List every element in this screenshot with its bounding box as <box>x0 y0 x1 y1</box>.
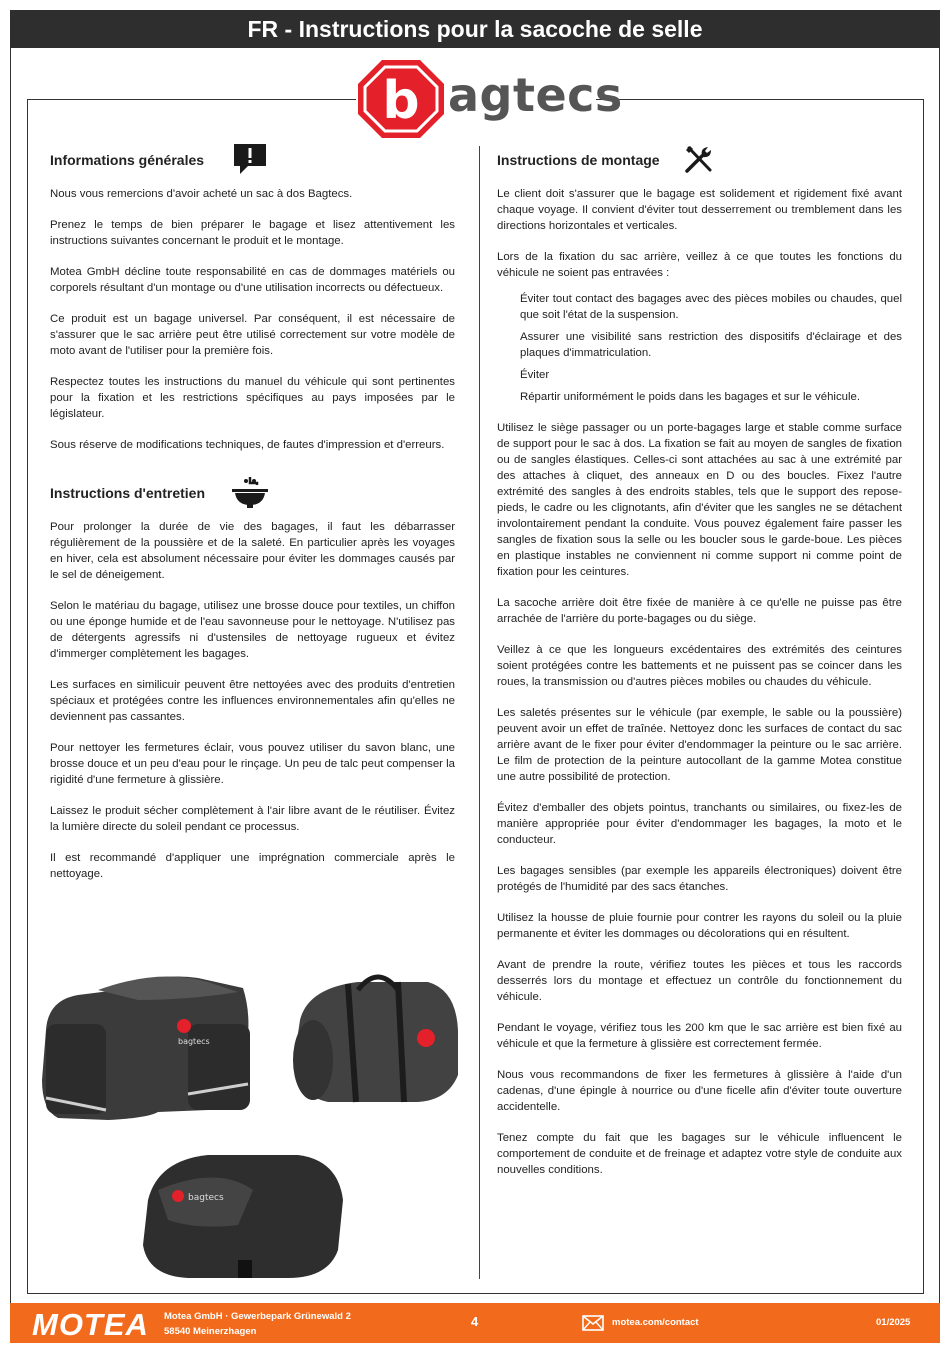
paragraph: Utilisez le siège passager ou un porte-bagages large et stable comme surface de support pour le sac à dos. La fixation se fait au moyen de sangles de fixation ou de sangles élastiques. Celles-ci sont attachées au sac à une extrémité par des attaches à cliquet, des anneaux en D ou des boucles. Fixez l'autre extrémité des sangles à des endroits stables, tels que le support des repose-pieds, le cadre ou les clignotants, afin d'éviter que les sangles ne se détachent involontairement pendant la conduite. Vous pouvez également faire passer les sangles de fixation sous la selle ou les boucler sous le garde-boue. Les pièces en plastique instables ne conviennent ni comme support ni comme point de fixation pour les ceintures. <box>497 422 902 578</box>
paragraph: Évitez d'emballer des objets pointus, tranchants ou similaires, ou fixez-les de manière appropriée pour éviter d'endommager les bagages, la moto et le conducteur. <box>497 802 902 846</box>
paragraph: Pour prolonger la durée de vie des bagages, il faut les débarrasser régulièrement de la poussière et de la saleté. En particulier après les voyages en hiver, cela est absolument nécessaire pour éviter les dommages causés par le sel de déneigement. <box>50 521 455 581</box>
document-date: 01/2025 <box>876 1317 911 1328</box>
paragraph: Prenez le temps de bien préparer le bagage et lisez attentivement les instructions suivantes concernant le produit et le montage. <box>50 219 455 247</box>
paragraph: Nous vous recommandons de fixer les fermetures à glissière à l'aide d'un cadenas, d'une épingle à nourrice ou d'une ficelle afin d'éviter toute ouverture accidentelle. <box>497 1069 902 1113</box>
motea-brand: MOTEA <box>32 1307 149 1342</box>
company-address <box>164 1309 351 1339</box>
paragraph: La sacoche arrière doit être fixée de manière à ce qu'elle ne puisse pas être arrachée de l'arrière du porte-bagages ou du siège. <box>497 597 902 625</box>
paragraph: Lors de la fixation du sac arrière, veillez à ce que toutes les fonctions du véhicule ne soient pas entravées : <box>497 251 902 279</box>
logo-letter: b <box>382 71 420 131</box>
page-title: FR - Instructions pour la sacoche de selle <box>10 10 940 48</box>
alert-speech-icon <box>232 142 268 179</box>
tailbag-photo <box>143 1155 343 1278</box>
paragraph: Avant de prendre la route, vérifiez toutes les pièces et tous les raccords desserrés lors du montage et effectuez un contrôle du fonctionnement du véhicule. <box>497 959 902 1003</box>
bagtecs-octagon-icon <box>356 58 446 140</box>
paragraph: Laissez le produit sécher complètement à l'air libre avant de le réutiliser. Évitez la lumière directe du soleil pendant ce processus. <box>50 805 455 833</box>
care-title: Instructions d'entretien <box>50 485 206 501</box>
paragraph: Utilisez la housse de pluie fournie pour contrer les rayons du soleil ou la pluie permanente et éviter les dommages ou décolorations qui en résultent. <box>497 912 902 940</box>
tools-icon <box>684 144 714 177</box>
general-info-title: Informations générales <box>50 152 205 168</box>
column-divider <box>479 146 480 1279</box>
page-number: 4 <box>471 1314 479 1329</box>
drybag-photo <box>293 977 458 1102</box>
paragraph: Les bagages sensibles (par exemple les appareils électroniques) doivent être protégés de l'humidité par des sacs étanches. <box>497 865 902 893</box>
contact-link[interactable]: motea.com/contact <box>612 1317 699 1328</box>
svg-text:bagtecs: bagtecs <box>188 1193 224 1203</box>
paragraph: Pour nettoyer les fermetures éclair, vous pouvez utiliser du savon blanc, une brosse douce et un peu d'eau pour le rinçage. Un peu de talc peut compenser la rigidité d'une fermeture à glissière. <box>50 742 455 786</box>
paragraph: Respectez toutes les instructions du manuel du véhicule qui sont pertinentes pour la fixation et les restrictions spécifiques au pays imposées par le législateur. <box>50 376 455 420</box>
svg-text:bagtecs: bagtecs <box>178 1037 210 1046</box>
mounting-body <box>497 186 902 1178</box>
address-line: Motea GmbH · Gewerbepark Grünewald 2 <box>164 1311 351 1322</box>
paragraph: Pendant le voyage, vérifiez tous les 200 km que le sac arrière est bien fixé au véhicule et que la fermeture à glissière est correctement fermée. <box>497 1022 902 1050</box>
paragraph: Les saletés présentes sur le véhicule (par exemple, le sable ou la poussière) peuvent avoir un effet de traînée. Nettoyez donc les surfaces de contact du sac arrière avant de le fixer pour éviter d'endommager la peinture ou le sac arrière. Le film de protection de la peinture autocollant de la gamme Motea constitue une autre possibilité de protection. <box>497 707 902 783</box>
mail-icon <box>582 1315 604 1331</box>
paragraph: Nous vous remercions d'avoir acheté un sac à dos Bagtecs. <box>50 188 353 200</box>
mounting-list <box>497 291 902 405</box>
sink-icon <box>231 475 269 512</box>
paragraph: Les surfaces en similicuir peuvent être nettoyées avec des produits d'entretien spéciaux et protégées contre les influences environnementales afin qu'elles ne deviennent pas cassantes. <box>50 679 455 723</box>
paragraph: Tenez compte du fait que les bagages sur le véhicule influencent le comportement de conduite et de freinage et adaptez votre style de conduite aux nouvelles conditions. <box>497 1132 902 1176</box>
logo-wordmark: agtecs <box>448 68 623 122</box>
list-item: Éviter tout contact des bagages avec des pièces mobiles ou chaudes, quel que soit l'état de la suspension. <box>520 293 902 321</box>
list-item: Assurer une visibilité sans restriction des dispositifs d'éclairage et des plaques d'immatriculation. <box>520 331 902 359</box>
paragraph: Motea GmbH décline toute responsabilité en cas de dommages matériels ou corporels résultant d'un montage ou d'une utilisation incorrects ou défectueux. <box>50 266 455 294</box>
care-heading <box>50 473 455 513</box>
general-info-heading <box>50 140 455 180</box>
paragraph: Veillez à ce que les longueurs excédentaires des extrémités des ceintures soient protégées contre les battements et ne puissent pas se coincer dans les roues, la transmission ou d'autres pièces mobiles ou chaudes du véhicule. <box>497 644 902 688</box>
mounting-title: Instructions de montage <box>497 152 660 168</box>
list-item: Répartir uniformément le poids dans les bagages et sur le véhicule. <box>520 391 861 403</box>
bagtecs-logo <box>356 58 623 140</box>
page-footer <box>10 1303 940 1343</box>
right-column <box>497 140 902 1193</box>
paragraph: Le client doit s'assurer que le bagage est solidement et rigidement fixé avant chaque voyage. Il convient d'éviter tout desserrement ou tremblement dans les directions horizontales et verticales. <box>497 188 902 232</box>
mounting-heading <box>497 140 902 180</box>
left-column <box>50 140 455 897</box>
paragraph: Selon le matériau du bagage, utilisez une brosse douce pour textiles, un chiffon ou une éponge humide et de l'eau savonneuse pour le nettoyage. N'utilisez pas de détergents agressifs ni d'ustensiles de nettoyage rugueux et évitez d'immerger complètement les bagages. <box>50 600 455 660</box>
general-info-body <box>50 186 455 453</box>
list-item: Éviter <box>520 369 550 381</box>
address-line: 58540 Meinerzhagen <box>164 1326 257 1337</box>
saddlebag-photo <box>42 977 250 1121</box>
product-photos <box>38 960 468 1280</box>
care-body <box>50 519 455 882</box>
paragraph: Il est recommandé d'appliquer une imprégnation commerciale après le nettoyage. <box>50 852 455 880</box>
paragraph: Sous réserve de modifications techniques, de fautes d'impression et d'erreurs. <box>50 439 445 451</box>
paragraph: Ce produit est un bagage universel. Par conséquent, il est nécessaire de s'assurer que le sac arrière peut être utilisé correctement sur votre modèle de moto avant de l'utiliser pour la première fois. <box>50 313 455 357</box>
